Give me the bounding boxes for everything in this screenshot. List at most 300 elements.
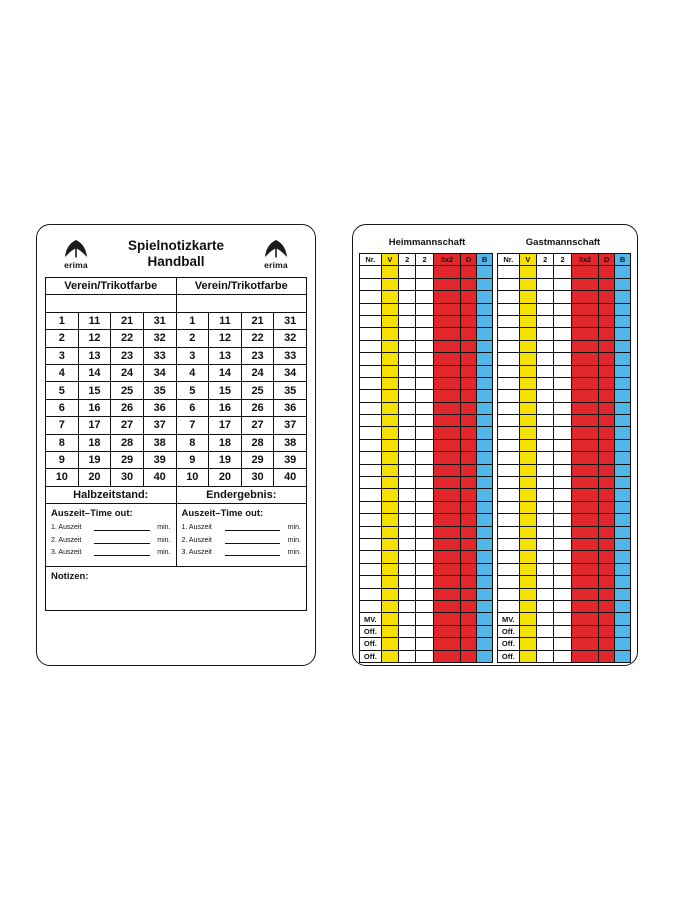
home-cell-v[interactable] xyxy=(381,563,398,575)
guest-cell-b[interactable] xyxy=(615,390,631,402)
home-cell-nr[interactable] xyxy=(360,353,382,365)
home-footer-cell-2a[interactable] xyxy=(399,625,416,637)
home-cell-2b[interactable] xyxy=(416,328,433,340)
guest-cell-v[interactable] xyxy=(519,452,536,464)
guest-footer-cell-3x2[interactable] xyxy=(571,613,598,625)
home-cell-2a[interactable] xyxy=(399,266,416,278)
guest-cell-b[interactable] xyxy=(615,526,631,538)
home-cell-v[interactable] xyxy=(381,315,398,327)
guest-cell-3x2[interactable] xyxy=(571,278,598,290)
home-cell-nr[interactable] xyxy=(360,489,382,501)
home-cell-b[interactable] xyxy=(477,538,493,550)
home-team-label[interactable]: Verein/Trikotfarbe xyxy=(46,278,177,295)
home-cell-3x2[interactable] xyxy=(433,501,460,513)
home-cell-b[interactable] xyxy=(477,551,493,563)
home-cell-2a[interactable] xyxy=(399,415,416,427)
home-cell-nr[interactable] xyxy=(360,501,382,513)
guest-cell-3x2[interactable] xyxy=(571,489,598,501)
guest-cell-nr[interactable] xyxy=(498,563,520,575)
home-cell-b[interactable] xyxy=(477,526,493,538)
home-cell-3x2[interactable] xyxy=(433,353,460,365)
guest-cell-d[interactable] xyxy=(599,353,615,365)
home-cell-b[interactable] xyxy=(477,439,493,451)
guest-cell-2a[interactable] xyxy=(537,526,554,538)
home-cell-v[interactable] xyxy=(381,477,398,489)
guest-cell-3x2[interactable] xyxy=(571,303,598,315)
guest-cell-nr[interactable] xyxy=(498,477,520,489)
guest-cell-nr[interactable] xyxy=(498,365,520,377)
guest-cell-2b[interactable] xyxy=(554,538,571,550)
home-cell-v[interactable] xyxy=(381,427,398,439)
guest-cell-nr[interactable] xyxy=(498,501,520,513)
home-cell-v[interactable] xyxy=(381,328,398,340)
guest-num[interactable]: 25 xyxy=(241,382,274,399)
guest-num[interactable]: 34 xyxy=(274,364,307,381)
home-cell-b[interactable] xyxy=(477,315,493,327)
guest-num[interactable]: 15 xyxy=(209,382,242,399)
home-cell-d[interactable] xyxy=(461,291,477,303)
home-cell-2a[interactable] xyxy=(399,588,416,600)
guest-cell-v[interactable] xyxy=(519,390,536,402)
home-cell-b[interactable] xyxy=(477,489,493,501)
home-cell-2a[interactable] xyxy=(399,377,416,389)
guest-cell-nr[interactable] xyxy=(498,439,520,451)
home-cell-2b[interactable] xyxy=(416,452,433,464)
guest-cell-b[interactable] xyxy=(615,402,631,414)
home-cell-b[interactable] xyxy=(477,266,493,278)
guest-num[interactable]: 24 xyxy=(241,364,274,381)
guest-cell-3x2[interactable] xyxy=(571,514,598,526)
home-cell-b[interactable] xyxy=(477,365,493,377)
guest-cell-2a[interactable] xyxy=(537,464,554,476)
home-cell-b[interactable] xyxy=(477,600,493,612)
guest-cell-nr[interactable] xyxy=(498,415,520,427)
guest-cell-d[interactable] xyxy=(599,526,615,538)
guest-cell-2a[interactable] xyxy=(537,365,554,377)
home-cell-v[interactable] xyxy=(381,600,398,612)
guest-cell-2b[interactable] xyxy=(554,266,571,278)
guest-cell-b[interactable] xyxy=(615,600,631,612)
home-num[interactable]: 38 xyxy=(143,434,176,451)
home-num[interactable]: 10 xyxy=(46,469,79,486)
guest-num[interactable]: 13 xyxy=(209,347,242,364)
guest-cell-3x2[interactable] xyxy=(571,266,598,278)
guest-cell-d[interactable] xyxy=(599,377,615,389)
home-cell-d[interactable] xyxy=(461,415,477,427)
home-cell-b[interactable] xyxy=(477,464,493,476)
home-cell-2b[interactable] xyxy=(416,477,433,489)
guest-cell-v[interactable] xyxy=(519,514,536,526)
home-footer-cell-d[interactable] xyxy=(461,638,477,650)
home-cell-v[interactable] xyxy=(381,390,398,402)
home-cell-nr[interactable] xyxy=(360,538,382,550)
timeout-row[interactable] xyxy=(182,536,302,544)
guest-cell-v[interactable] xyxy=(519,377,536,389)
guest-cell-v[interactable] xyxy=(519,563,536,575)
guest-cell-b[interactable] xyxy=(615,266,631,278)
guest-footer-cell-v[interactable] xyxy=(519,625,536,637)
home-cell-2a[interactable] xyxy=(399,538,416,550)
guest-cell-b[interactable] xyxy=(615,415,631,427)
guest-cell-2a[interactable] xyxy=(537,427,554,439)
home-num[interactable]: 1 xyxy=(46,312,79,329)
guest-cell-nr[interactable] xyxy=(498,464,520,476)
guest-cell-3x2[interactable] xyxy=(571,291,598,303)
guest-cell-v[interactable] xyxy=(519,588,536,600)
guest-footer-cell-2b[interactable] xyxy=(554,650,571,662)
guest-cell-b[interactable] xyxy=(615,489,631,501)
guest-cell-3x2[interactable] xyxy=(571,501,598,513)
guest-cell-2a[interactable] xyxy=(537,402,554,414)
home-cell-d[interactable] xyxy=(461,303,477,315)
guest-num[interactable]: 8 xyxy=(176,434,209,451)
timeout-input[interactable] xyxy=(225,548,281,556)
guest-cell-d[interactable] xyxy=(599,328,615,340)
guest-cell-2a[interactable] xyxy=(537,377,554,389)
timeout-input[interactable] xyxy=(94,536,150,544)
timeout-input[interactable] xyxy=(225,523,281,531)
home-cell-3x2[interactable] xyxy=(433,600,460,612)
guest-num[interactable]: 38 xyxy=(274,434,307,451)
home-footer-cell-2a[interactable] xyxy=(399,613,416,625)
guest-cell-3x2[interactable] xyxy=(571,390,598,402)
home-num[interactable]: 18 xyxy=(78,434,111,451)
guest-num[interactable]: 23 xyxy=(241,347,274,364)
home-cell-b[interactable] xyxy=(477,291,493,303)
home-cell-2b[interactable] xyxy=(416,576,433,588)
home-cell-v[interactable] xyxy=(381,489,398,501)
home-cell-d[interactable] xyxy=(461,402,477,414)
guest-num[interactable]: 19 xyxy=(209,451,242,468)
home-num[interactable]: 13 xyxy=(78,347,111,364)
guest-cell-2a[interactable] xyxy=(537,489,554,501)
guest-cell-2b[interactable] xyxy=(554,328,571,340)
notes-section[interactable] xyxy=(45,567,307,611)
guest-cell-3x2[interactable] xyxy=(571,365,598,377)
guest-cell-2a[interactable] xyxy=(537,415,554,427)
home-cell-3x2[interactable] xyxy=(433,390,460,402)
home-cell-nr[interactable] xyxy=(360,328,382,340)
guest-cell-2b[interactable] xyxy=(554,501,571,513)
guest-num[interactable]: 4 xyxy=(176,364,209,381)
guest-team-name-field[interactable] xyxy=(176,295,307,312)
guest-cell-2a[interactable] xyxy=(537,340,554,352)
guest-cell-2a[interactable] xyxy=(537,390,554,402)
home-cell-d[interactable] xyxy=(461,278,477,290)
home-cell-v[interactable] xyxy=(381,439,398,451)
home-cell-2a[interactable] xyxy=(399,477,416,489)
guest-cell-v[interactable] xyxy=(519,328,536,340)
guest-cell-2a[interactable] xyxy=(537,439,554,451)
final-result-label[interactable]: Endergebnis: xyxy=(176,486,307,503)
guest-cell-d[interactable] xyxy=(599,452,615,464)
guest-cell-b[interactable] xyxy=(615,576,631,588)
home-cell-nr[interactable] xyxy=(360,390,382,402)
home-cell-3x2[interactable] xyxy=(433,576,460,588)
home-cell-3x2[interactable] xyxy=(433,427,460,439)
home-cell-v[interactable] xyxy=(381,303,398,315)
home-footer-cell-2a[interactable] xyxy=(399,650,416,662)
guest-cell-3x2[interactable] xyxy=(571,551,598,563)
timeout-input[interactable] xyxy=(225,536,281,544)
guest-cell-v[interactable] xyxy=(519,464,536,476)
home-num[interactable]: 15 xyxy=(78,382,111,399)
guest-cell-v[interactable] xyxy=(519,477,536,489)
home-cell-d[interactable] xyxy=(461,501,477,513)
guest-footer-cell-d[interactable] xyxy=(599,613,615,625)
home-num[interactable]: 12 xyxy=(78,330,111,347)
home-cell-b[interactable] xyxy=(477,328,493,340)
home-num[interactable]: 5 xyxy=(46,382,79,399)
guest-num[interactable]: 18 xyxy=(209,434,242,451)
home-cell-2a[interactable] xyxy=(399,563,416,575)
home-cell-2a[interactable] xyxy=(399,278,416,290)
home-cell-2b[interactable] xyxy=(416,551,433,563)
guest-cell-2b[interactable] xyxy=(554,477,571,489)
home-cell-2b[interactable] xyxy=(416,266,433,278)
home-cell-2a[interactable] xyxy=(399,576,416,588)
home-num[interactable]: 2 xyxy=(46,330,79,347)
guest-cell-3x2[interactable] xyxy=(571,402,598,414)
home-cell-3x2[interactable] xyxy=(433,365,460,377)
home-cell-nr[interactable] xyxy=(360,427,382,439)
home-cell-3x2[interactable] xyxy=(433,538,460,550)
timeout-input[interactable] xyxy=(94,523,150,531)
guest-cell-d[interactable] xyxy=(599,464,615,476)
home-cell-3x2[interactable] xyxy=(433,340,460,352)
guest-cell-d[interactable] xyxy=(599,415,615,427)
home-cell-2a[interactable] xyxy=(399,365,416,377)
home-cell-2a[interactable] xyxy=(399,315,416,327)
guest-cell-2a[interactable] xyxy=(537,452,554,464)
home-cell-v[interactable] xyxy=(381,415,398,427)
home-num[interactable]: 29 xyxy=(111,451,144,468)
home-cell-2b[interactable] xyxy=(416,526,433,538)
home-footer-cell-2b[interactable] xyxy=(416,650,433,662)
home-cell-d[interactable] xyxy=(461,526,477,538)
home-cell-2a[interactable] xyxy=(399,427,416,439)
home-cell-2b[interactable] xyxy=(416,278,433,290)
guest-cell-2a[interactable] xyxy=(537,315,554,327)
guest-cell-d[interactable] xyxy=(599,340,615,352)
home-footer-cell-v[interactable] xyxy=(381,650,398,662)
home-cell-nr[interactable] xyxy=(360,365,382,377)
home-footer-cell-2b[interactable] xyxy=(416,638,433,650)
home-num[interactable]: 33 xyxy=(143,347,176,364)
home-cell-nr[interactable] xyxy=(360,588,382,600)
home-cell-b[interactable] xyxy=(477,377,493,389)
home-cell-2b[interactable] xyxy=(416,464,433,476)
home-cell-b[interactable] xyxy=(477,402,493,414)
home-num[interactable]: 4 xyxy=(46,364,79,381)
home-cell-2a[interactable] xyxy=(399,551,416,563)
guest-team-label[interactable]: Verein/Trikotfarbe xyxy=(176,278,307,295)
guest-cell-3x2[interactable] xyxy=(571,452,598,464)
home-cell-d[interactable] xyxy=(461,315,477,327)
guest-cell-nr[interactable] xyxy=(498,514,520,526)
home-cell-v[interactable] xyxy=(381,464,398,476)
home-cell-3x2[interactable] xyxy=(433,452,460,464)
home-footer-cell-d[interactable] xyxy=(461,625,477,637)
guest-num[interactable]: 2 xyxy=(176,330,209,347)
guest-cell-v[interactable] xyxy=(519,365,536,377)
home-cell-v[interactable] xyxy=(381,340,398,352)
home-cell-b[interactable] xyxy=(477,576,493,588)
home-num[interactable]: 19 xyxy=(78,451,111,468)
home-num[interactable]: 26 xyxy=(111,399,144,416)
timeout-row[interactable] xyxy=(51,548,171,556)
guest-footer-cell-v[interactable] xyxy=(519,638,536,650)
home-cell-2b[interactable] xyxy=(416,501,433,513)
home-cell-b[interactable] xyxy=(477,588,493,600)
home-team-name-field[interactable] xyxy=(46,295,177,312)
home-cell-v[interactable] xyxy=(381,514,398,526)
guest-cell-v[interactable] xyxy=(519,340,536,352)
guest-cell-2a[interactable] xyxy=(537,278,554,290)
home-cell-d[interactable] xyxy=(461,600,477,612)
guest-cell-nr[interactable] xyxy=(498,600,520,612)
guest-num[interactable]: 14 xyxy=(209,364,242,381)
home-footer-cell-b[interactable] xyxy=(477,650,493,662)
guest-cell-nr[interactable] xyxy=(498,291,520,303)
guest-cell-2a[interactable] xyxy=(537,353,554,365)
home-num[interactable]: 14 xyxy=(78,364,111,381)
guest-cell-b[interactable] xyxy=(615,501,631,513)
guest-cell-b[interactable] xyxy=(615,353,631,365)
guest-cell-b[interactable] xyxy=(615,538,631,550)
home-cell-3x2[interactable] xyxy=(433,266,460,278)
home-cell-d[interactable] xyxy=(461,514,477,526)
home-cell-3x2[interactable] xyxy=(433,291,460,303)
home-cell-3x2[interactable] xyxy=(433,402,460,414)
home-cell-v[interactable] xyxy=(381,576,398,588)
home-cell-3x2[interactable] xyxy=(433,489,460,501)
home-cell-2b[interactable] xyxy=(416,514,433,526)
guest-footer-cell-d[interactable] xyxy=(599,638,615,650)
guest-footer-cell-v[interactable] xyxy=(519,650,536,662)
home-cell-nr[interactable] xyxy=(360,551,382,563)
guest-cell-v[interactable] xyxy=(519,315,536,327)
guest-cell-d[interactable] xyxy=(599,439,615,451)
guest-cell-3x2[interactable] xyxy=(571,315,598,327)
home-footer-cell-2b[interactable] xyxy=(416,625,433,637)
home-cell-2a[interactable] xyxy=(399,402,416,414)
guest-footer-cell-d[interactable] xyxy=(599,650,615,662)
home-cell-3x2[interactable] xyxy=(433,563,460,575)
guest-num[interactable]: 32 xyxy=(274,330,307,347)
guest-cell-nr[interactable] xyxy=(498,526,520,538)
home-num[interactable]: 35 xyxy=(143,382,176,399)
guest-cell-b[interactable] xyxy=(615,427,631,439)
guest-cell-b[interactable] xyxy=(615,514,631,526)
home-cell-3x2[interactable] xyxy=(433,315,460,327)
guest-cell-3x2[interactable] xyxy=(571,340,598,352)
home-num[interactable]: 37 xyxy=(143,417,176,434)
guest-cell-b[interactable] xyxy=(615,588,631,600)
home-cell-3x2[interactable] xyxy=(433,464,460,476)
home-cell-2b[interactable] xyxy=(416,415,433,427)
home-num[interactable]: 9 xyxy=(46,451,79,468)
home-cell-v[interactable] xyxy=(381,551,398,563)
guest-cell-2a[interactable] xyxy=(537,538,554,550)
home-num[interactable]: 8 xyxy=(46,434,79,451)
home-cell-3x2[interactable] xyxy=(433,377,460,389)
home-cell-nr[interactable] xyxy=(360,514,382,526)
guest-cell-b[interactable] xyxy=(615,278,631,290)
home-cell-2a[interactable] xyxy=(399,452,416,464)
guest-footer-cell-3x2[interactable] xyxy=(571,650,598,662)
home-cell-b[interactable] xyxy=(477,477,493,489)
guest-cell-2a[interactable] xyxy=(537,600,554,612)
guest-cell-nr[interactable] xyxy=(498,452,520,464)
home-cell-2b[interactable] xyxy=(416,365,433,377)
guest-num[interactable]: 37 xyxy=(274,417,307,434)
home-cell-v[interactable] xyxy=(381,291,398,303)
guest-cell-2b[interactable] xyxy=(554,439,571,451)
home-num[interactable]: 34 xyxy=(143,364,176,381)
home-cell-v[interactable] xyxy=(381,538,398,550)
guest-cell-2b[interactable] xyxy=(554,291,571,303)
home-footer-cell-2b[interactable] xyxy=(416,613,433,625)
home-cell-3x2[interactable] xyxy=(433,278,460,290)
guest-cell-b[interactable] xyxy=(615,328,631,340)
guest-cell-2b[interactable] xyxy=(554,526,571,538)
home-num[interactable]: 25 xyxy=(111,382,144,399)
home-num[interactable]: 20 xyxy=(78,469,111,486)
guest-cell-v[interactable] xyxy=(519,291,536,303)
halftime-label[interactable]: Halbzeitstand: xyxy=(46,486,177,503)
home-cell-2b[interactable] xyxy=(416,315,433,327)
home-cell-v[interactable] xyxy=(381,353,398,365)
home-cell-2a[interactable] xyxy=(399,501,416,513)
guest-cell-b[interactable] xyxy=(615,452,631,464)
home-cell-2b[interactable] xyxy=(416,427,433,439)
guest-cell-3x2[interactable] xyxy=(571,600,598,612)
home-cell-2a[interactable] xyxy=(399,514,416,526)
home-cell-v[interactable] xyxy=(381,588,398,600)
guest-cell-3x2[interactable] xyxy=(571,526,598,538)
guest-cell-3x2[interactable] xyxy=(571,576,598,588)
guest-footer-cell-b[interactable] xyxy=(615,625,631,637)
guest-cell-3x2[interactable] xyxy=(571,427,598,439)
guest-cell-nr[interactable] xyxy=(498,278,520,290)
guest-num[interactable]: 28 xyxy=(241,434,274,451)
guest-cell-v[interactable] xyxy=(519,501,536,513)
guest-footer-cell-v[interactable] xyxy=(519,613,536,625)
guest-cell-3x2[interactable] xyxy=(571,377,598,389)
guest-footer-cell-b[interactable] xyxy=(615,650,631,662)
guest-cell-v[interactable] xyxy=(519,538,536,550)
home-cell-2b[interactable] xyxy=(416,538,433,550)
home-cell-2a[interactable] xyxy=(399,526,416,538)
home-cell-b[interactable] xyxy=(477,415,493,427)
home-cell-2b[interactable] xyxy=(416,303,433,315)
guest-cell-2a[interactable] xyxy=(537,291,554,303)
guest-cell-d[interactable] xyxy=(599,278,615,290)
home-footer-cell-3x2[interactable] xyxy=(433,650,460,662)
guest-cell-b[interactable] xyxy=(615,477,631,489)
guest-footer-cell-3x2[interactable] xyxy=(571,625,598,637)
home-num[interactable]: 24 xyxy=(111,364,144,381)
home-cell-nr[interactable] xyxy=(360,266,382,278)
guest-cell-2b[interactable] xyxy=(554,402,571,414)
guest-cell-2a[interactable] xyxy=(537,514,554,526)
home-num[interactable]: 30 xyxy=(111,469,144,486)
guest-cell-nr[interactable] xyxy=(498,315,520,327)
timeout-row[interactable] xyxy=(51,536,171,544)
guest-cell-v[interactable] xyxy=(519,353,536,365)
guest-cell-2b[interactable] xyxy=(554,353,571,365)
